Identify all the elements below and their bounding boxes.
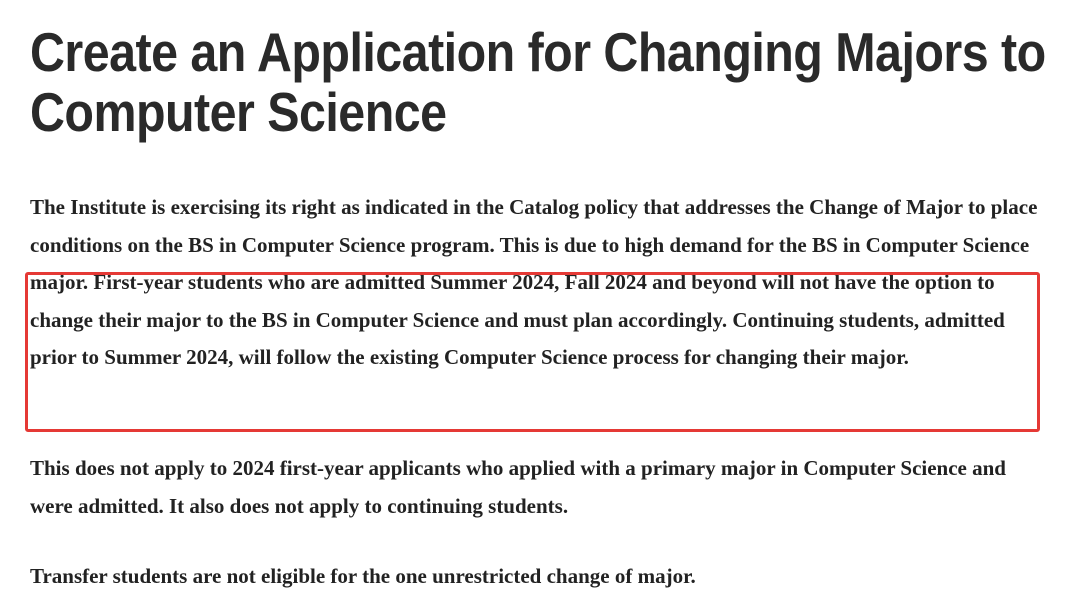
article — [30, 22, 1060, 142]
policy-paragraph: The Institute is exercising its right as indicated in the Catalog policy that addresses the Change of Major to place conditions on the BS in Computer Science program. This is due to high demand for the BS in Computer Science major. First-year students who are admitted Summer 2024, Fall 2024 and beyond will not have the option to change their major to the BS in Computer Science and must plan accordingly. Continuing students, admitted prior to Summer 2024, will follow the existing Computer Science process for changing their major. — [30, 195, 1038, 370]
exception-paragraph: This does not apply to 2024 first-year applicants who applied with a primary major in Computer Science and were admitted. It also does not apply to continuing students. — [30, 456, 1006, 518]
transfer-paragraph: Transfer students are not eligible for the one unrestricted change of major. — [30, 564, 696, 588]
page-title: Create an Application for Changing Majors to Computer Science — [30, 21, 1046, 143]
